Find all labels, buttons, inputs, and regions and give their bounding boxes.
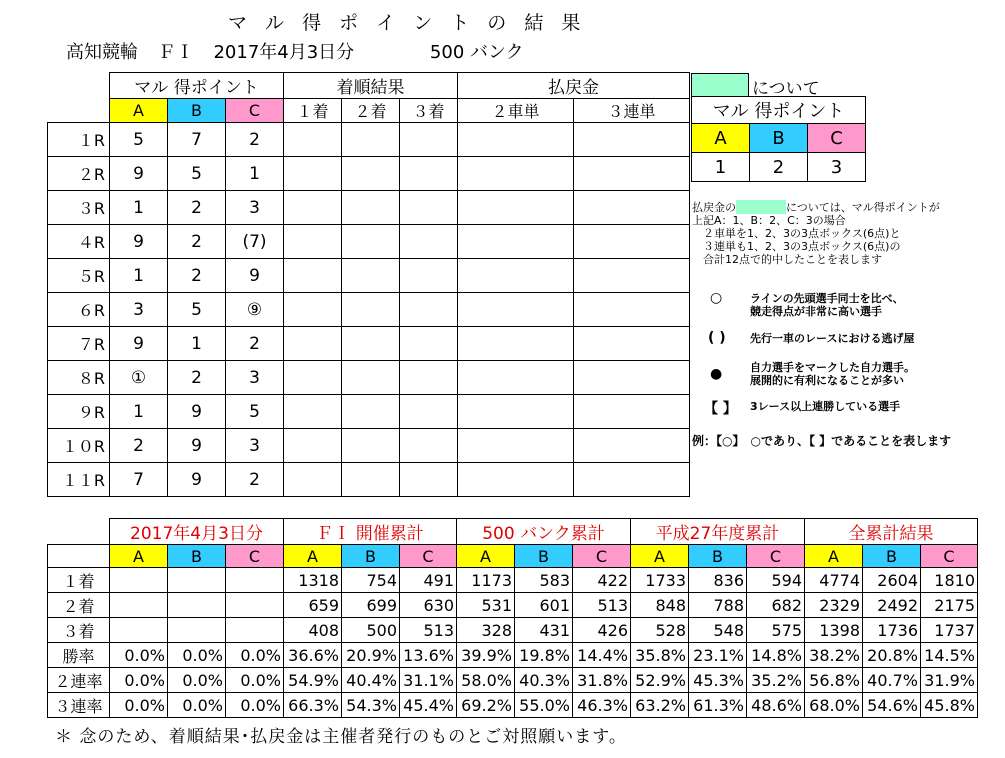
point-c: 3 <box>226 361 284 395</box>
race-label: ４R <box>48 225 110 259</box>
first-place <box>284 429 342 463</box>
stats-cell: 31.1% <box>400 668 457 693</box>
stats-cell: 68.0% <box>805 693 863 718</box>
point-c: 2 <box>226 123 284 157</box>
first-place <box>284 191 342 225</box>
stats-col-a: A <box>805 545 863 568</box>
point-b: 2 <box>168 191 226 225</box>
race-label: ２R <box>48 157 110 191</box>
second-place <box>342 123 400 157</box>
stats-row <box>48 668 978 693</box>
stats-cell: 63.2% <box>631 693 689 718</box>
stats-row-label: ３連率 <box>48 693 110 718</box>
point-b: 2 <box>168 361 226 395</box>
stats-cell: 594 <box>747 568 805 593</box>
mark-desc: 先行一車のレースにおける逃げ屋 <box>750 332 915 345</box>
third-place <box>400 123 458 157</box>
race-row <box>48 225 690 259</box>
stats-cell: 36.6% <box>284 643 342 668</box>
second-place <box>342 157 400 191</box>
point-c: 5 <box>226 395 284 429</box>
stats-cell: 23.1% <box>689 643 747 668</box>
stats-cell: 58.0% <box>457 668 515 693</box>
subtitle <box>66 38 538 64</box>
point-c: ⑨ <box>226 293 284 327</box>
stats-row-label: 勝率 <box>48 643 110 668</box>
venue-name: 高知競輪 <box>66 42 138 63</box>
exacta-payout <box>458 361 574 395</box>
bracket-mark-icon: 【 】 <box>704 401 737 417</box>
race-grade: ＦＩ <box>157 42 194 63</box>
third-place <box>400 327 458 361</box>
stats-group-header: ＦＩ 開催累計 <box>284 519 457 545</box>
mark-desc-line: 展開的に有利になることが多い <box>750 374 904 387</box>
stats-cell <box>226 593 284 618</box>
trifecta-payout <box>574 429 690 463</box>
results-table <box>47 72 690 497</box>
stats-row <box>48 643 978 668</box>
point-b: 9 <box>168 429 226 463</box>
stats-cell: 1398 <box>805 618 863 643</box>
stats-cell <box>226 568 284 593</box>
stats-cell: 45.3% <box>689 668 747 693</box>
third-place <box>400 191 458 225</box>
stats-cell: 1737 <box>921 618 978 643</box>
stats-cell: 408 <box>284 618 342 643</box>
race-label: １０R <box>48 429 110 463</box>
race-label: １R <box>48 123 110 157</box>
note-line: ３連単も1、2、3の3点ボックス(6点)の <box>692 240 901 253</box>
race-row <box>48 157 690 191</box>
stats-cell: 754 <box>342 568 400 593</box>
mark-desc: 3レース以上連勝している選手 <box>750 400 901 413</box>
stats-row-label: ２連率 <box>48 668 110 693</box>
stats-cell: 40.4% <box>342 668 400 693</box>
race-label: ６R <box>48 293 110 327</box>
point-c: 1 <box>226 157 284 191</box>
race-row <box>48 191 690 225</box>
point-a: 1 <box>110 191 168 225</box>
stats-cell: 0.0% <box>168 693 226 718</box>
point-a: 3 <box>110 293 168 327</box>
exacta-payout <box>458 157 574 191</box>
stats-cell: 531 <box>457 593 515 618</box>
point-b: 9 <box>168 395 226 429</box>
col-c: C <box>226 99 284 123</box>
trifecta-payout <box>574 123 690 157</box>
trifecta-payout <box>574 327 690 361</box>
legend-c-value: 3 <box>808 153 866 182</box>
mark-desc-line: 自力選手をマークした自力選手。 <box>750 361 915 374</box>
exacta-payout <box>458 395 574 429</box>
col-b: B <box>168 99 226 123</box>
legend-a: A <box>692 124 750 153</box>
stats-cell: 14.8% <box>747 643 805 668</box>
first-place <box>284 395 342 429</box>
stats-col-c: C <box>747 545 805 568</box>
point-c: (7) <box>226 225 284 259</box>
stats-cell: 61.3% <box>689 693 747 718</box>
stats-cell: 513 <box>573 593 631 618</box>
stats-cell: 500 <box>342 618 400 643</box>
note-post: については、マル得ポイントが <box>786 201 940 214</box>
trifecta-payout <box>574 191 690 225</box>
stats-cell: 4774 <box>805 568 863 593</box>
stats-cell <box>168 593 226 618</box>
stats-cell: 548 <box>689 618 747 643</box>
point-c: 2 <box>226 463 284 497</box>
point-a: 5 <box>110 123 168 157</box>
point-a: 9 <box>110 327 168 361</box>
stats-col-a: A <box>631 545 689 568</box>
stats-col-b: B <box>168 545 226 568</box>
first-place <box>284 361 342 395</box>
col-a: A <box>110 99 168 123</box>
stats-group-header: 全累計結果 <box>805 519 978 545</box>
stats-cell: 69.2% <box>457 693 515 718</box>
stats-cell: 46.3% <box>573 693 631 718</box>
trifecta-payout <box>574 361 690 395</box>
first-place <box>284 123 342 157</box>
stats-col-c: C <box>921 545 978 568</box>
second-place <box>342 463 400 497</box>
exacta-payout <box>458 259 574 293</box>
stats-cell: 39.9% <box>457 643 515 668</box>
stats-cell: 54.9% <box>284 668 342 693</box>
stats-col-b: B <box>689 545 747 568</box>
point-b: 5 <box>168 293 226 327</box>
stats-cell: 788 <box>689 593 747 618</box>
legend-example: 例：【○】 ○であり、【 】であることを表します <box>692 434 952 448</box>
trifecta-payout <box>574 293 690 327</box>
first-place <box>284 293 342 327</box>
race-row <box>48 327 690 361</box>
stats-cell: 48.6% <box>747 693 805 718</box>
stats-col-a: A <box>110 545 168 568</box>
legend-about: について <box>752 79 820 99</box>
stats-cell: 13.6% <box>400 643 457 668</box>
stats-cell <box>226 618 284 643</box>
stats-cell: 20.9% <box>342 643 400 668</box>
stats-col-a: A <box>284 545 342 568</box>
stats-corner <box>48 545 110 568</box>
stats-cell: 836 <box>689 568 747 593</box>
third-place <box>400 259 458 293</box>
stats-cell: 0.0% <box>168 668 226 693</box>
col-exacta: ２車単 <box>458 99 574 123</box>
payout-swatch <box>691 73 749 97</box>
second-place <box>342 191 400 225</box>
race-row <box>48 293 690 327</box>
stats-cell: 52.9% <box>631 668 689 693</box>
order-header: 着順結果 <box>284 73 458 99</box>
first-place <box>284 157 342 191</box>
col-third: ３着 <box>400 99 458 123</box>
first-place <box>284 463 342 497</box>
race-row <box>48 463 690 497</box>
stats-row <box>48 693 978 718</box>
second-place <box>342 429 400 463</box>
stats-col-c: C <box>400 545 457 568</box>
point-c: 3 <box>226 429 284 463</box>
stats-cell: 14.5% <box>921 643 978 668</box>
stats-cell: 54.3% <box>342 693 400 718</box>
race-row <box>48 429 690 463</box>
race-label: ５R <box>48 259 110 293</box>
legend-b-value: 2 <box>750 153 808 182</box>
stats-cell: 20.8% <box>863 643 921 668</box>
second-place <box>342 225 400 259</box>
stats-cell: 2329 <box>805 593 863 618</box>
stats-cell: 328 <box>457 618 515 643</box>
point-a: 7 <box>110 463 168 497</box>
stats-cell: 1733 <box>631 568 689 593</box>
stats-cell: 1318 <box>284 568 342 593</box>
stats-cell: 1173 <box>457 568 515 593</box>
stats-cell: 491 <box>400 568 457 593</box>
race-row <box>48 361 690 395</box>
stats-cell: 848 <box>631 593 689 618</box>
stats-cell: 0.0% <box>168 643 226 668</box>
stats-col-b: B <box>515 545 573 568</box>
stats-cell: 40.7% <box>863 668 921 693</box>
stats-table <box>47 518 978 718</box>
exacta-payout <box>458 327 574 361</box>
stats-group-header: 平成27年度累計 <box>631 519 805 545</box>
stats-cell: 0.0% <box>226 668 284 693</box>
stats-cell <box>168 568 226 593</box>
legend-table <box>691 96 866 182</box>
third-place <box>400 157 458 191</box>
second-place <box>342 293 400 327</box>
stats-col-a: A <box>457 545 515 568</box>
stats-cell <box>110 618 168 643</box>
stats-row-label: １着 <box>48 568 110 593</box>
stats-col-c: C <box>226 545 284 568</box>
mark-desc <box>750 292 904 318</box>
point-b: 1 <box>168 327 226 361</box>
filled-circle-mark-icon: ● <box>710 366 723 382</box>
stats-cell: 630 <box>400 593 457 618</box>
exacta-payout <box>458 429 574 463</box>
third-place <box>400 429 458 463</box>
point-a: 2 <box>110 429 168 463</box>
stats-cell: 682 <box>747 593 805 618</box>
payout-header: 払戻金 <box>458 73 690 99</box>
race-label: ３R <box>48 191 110 225</box>
points-header: マル 得ポイント <box>110 73 284 99</box>
trifecta-payout <box>574 395 690 429</box>
race-label: ８R <box>48 361 110 395</box>
stats-group-header: 2017年4月3日分 <box>110 519 284 545</box>
stats-cell: 0.0% <box>110 668 168 693</box>
stats-cell: 513 <box>400 618 457 643</box>
point-b: 2 <box>168 225 226 259</box>
stats-cell: 31.9% <box>921 668 978 693</box>
legend-c: C <box>808 124 866 153</box>
footer-note: ＊ 念のため、着順結果･払戻金は主催者発行のものとご対照願います。 <box>55 727 627 747</box>
second-place <box>342 361 400 395</box>
stats-cell: 45.8% <box>921 693 978 718</box>
stats-cell: 1736 <box>863 618 921 643</box>
stats-cell: 55.0% <box>515 693 573 718</box>
stats-cell: 2492 <box>863 593 921 618</box>
race-row <box>48 123 690 157</box>
point-a: 1 <box>110 395 168 429</box>
circle-mark-icon: ○ <box>710 290 723 306</box>
stats-cell: 54.6% <box>863 693 921 718</box>
stats-cell: 699 <box>342 593 400 618</box>
trifecta-payout <box>574 225 690 259</box>
stats-cell: 583 <box>515 568 573 593</box>
stats-cell: 56.8% <box>805 668 863 693</box>
stats-cell: 0.0% <box>110 643 168 668</box>
stats-cell: 422 <box>573 568 631 593</box>
first-place <box>284 225 342 259</box>
point-a: 1 <box>110 259 168 293</box>
third-place <box>400 361 458 395</box>
stats-cell: 31.8% <box>573 668 631 693</box>
trifecta-payout <box>574 157 690 191</box>
stats-row <box>48 568 978 593</box>
stats-cell: 0.0% <box>226 693 284 718</box>
stats-cell: 38.2% <box>805 643 863 668</box>
point-b: 7 <box>168 123 226 157</box>
legend-a-value: 1 <box>692 153 750 182</box>
legend-b: B <box>750 124 808 153</box>
race-row <box>48 395 690 429</box>
stats-row-label: ３着 <box>48 618 110 643</box>
exacta-payout <box>458 293 574 327</box>
stats-col-c: C <box>573 545 631 568</box>
stats-cell: 45.4% <box>400 693 457 718</box>
exacta-payout <box>458 463 574 497</box>
third-place <box>400 463 458 497</box>
note-line: 上記A：1、B：2、C：3の場合 <box>692 214 846 227</box>
stats-group-header: 500 バンク累計 <box>457 519 631 545</box>
note-swatch <box>736 200 786 214</box>
stats-cell: 1810 <box>921 568 978 593</box>
point-b: 9 <box>168 463 226 497</box>
stats-cell: 2175 <box>921 593 978 618</box>
stats-row-label: ２着 <box>48 593 110 618</box>
col-first: １着 <box>284 99 342 123</box>
stats-cell: 14.4% <box>573 643 631 668</box>
point-c: 3 <box>226 191 284 225</box>
point-b: 5 <box>168 157 226 191</box>
col-second: ２着 <box>342 99 400 123</box>
second-place <box>342 259 400 293</box>
note-pre: 払戻金の <box>692 201 736 214</box>
stats-col-b: B <box>863 545 921 568</box>
stats-cell <box>168 618 226 643</box>
stats-cell: 431 <box>515 618 573 643</box>
point-a: 9 <box>110 157 168 191</box>
stats-cell: 66.3% <box>284 693 342 718</box>
stats-col-b: B <box>342 545 400 568</box>
stats-cell <box>110 568 168 593</box>
exacta-payout <box>458 191 574 225</box>
race-date: 2017年4月3日分 <box>213 42 355 63</box>
second-place <box>342 327 400 361</box>
third-place <box>400 293 458 327</box>
stats-cell: 35.8% <box>631 643 689 668</box>
stats-cell: 35.2% <box>747 668 805 693</box>
trifecta-payout <box>574 463 690 497</box>
point-c: 2 <box>226 327 284 361</box>
corner-blank <box>48 519 110 545</box>
first-place <box>284 259 342 293</box>
legend-header: マル 得ポイント <box>692 97 866 124</box>
note-line: ２車単を1、2、3の3点ボックス(6点)と <box>692 227 901 240</box>
mark-desc-line: 競走得点が非常に高い選手 <box>750 305 882 318</box>
stats-cell: 426 <box>573 618 631 643</box>
stats-cell: 0.0% <box>110 693 168 718</box>
exacta-payout <box>458 123 574 157</box>
page-title: マ ル 得 ポ イ ン ト の 結 果 <box>228 12 587 34</box>
third-place <box>400 225 458 259</box>
second-place <box>342 395 400 429</box>
stats-cell: 575 <box>747 618 805 643</box>
race-row <box>48 259 690 293</box>
legend-notes <box>692 200 940 266</box>
stats-cell: 659 <box>284 593 342 618</box>
bank-length: 500 バンク <box>429 42 524 63</box>
parenthesis-mark-icon: ( ) <box>708 330 726 346</box>
col-trifecta: ３連単 <box>574 99 690 123</box>
first-place <box>284 327 342 361</box>
stats-cell: 0.0% <box>226 643 284 668</box>
stats-row <box>48 618 978 643</box>
point-a: 9 <box>110 225 168 259</box>
third-place <box>400 395 458 429</box>
stats-cell: 40.3% <box>515 668 573 693</box>
point-a: ① <box>110 361 168 395</box>
race-label: ９R <box>48 395 110 429</box>
stats-cell: 2604 <box>863 568 921 593</box>
point-b: 2 <box>168 259 226 293</box>
stats-cell: 19.8% <box>515 643 573 668</box>
trifecta-payout <box>574 259 690 293</box>
note-line: 合計12点で的中したことを表します <box>692 253 882 266</box>
mark-desc <box>750 361 915 387</box>
exacta-payout <box>458 225 574 259</box>
stats-cell <box>110 593 168 618</box>
stats-row <box>48 593 978 618</box>
point-c: 9 <box>226 259 284 293</box>
race-label: ７R <box>48 327 110 361</box>
race-label: １１R <box>48 463 110 497</box>
stats-cell: 601 <box>515 593 573 618</box>
mark-desc-line: ラインの先頭選手同士を比べ、 <box>750 292 904 305</box>
stats-cell: 528 <box>631 618 689 643</box>
